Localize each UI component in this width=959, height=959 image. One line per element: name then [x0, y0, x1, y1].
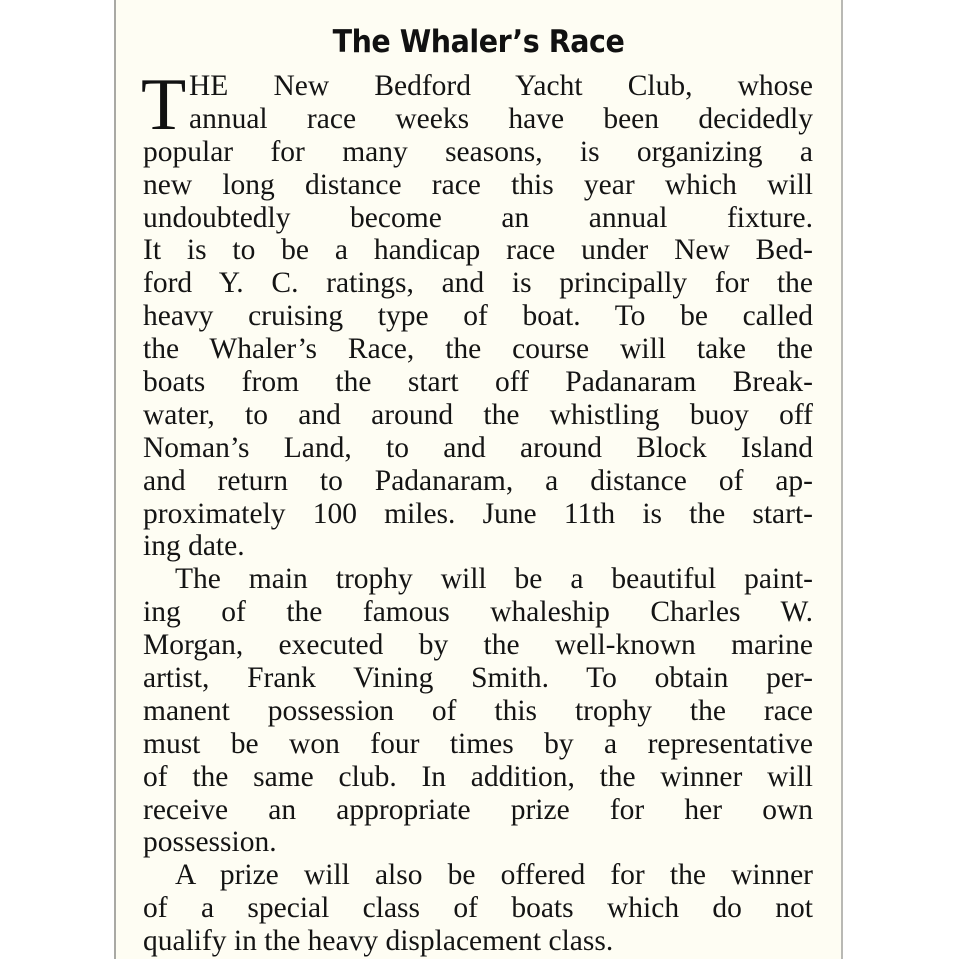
text-line: qualify in the heavy displacement class.	[143, 925, 614, 958]
article-body	[141, 64, 813, 958]
text-line: manent possession of this trophy the race	[143, 694, 813, 727]
text-line: Noman’s Land, to and around Block Island	[143, 431, 813, 464]
text-line: possession.	[143, 826, 277, 859]
text-line: and return to Padanaram, a distance of ap-	[143, 464, 813, 497]
text-line: artist, Frank Vining Smith. To obtain per-	[143, 662, 813, 695]
paragraph-3	[143, 859, 813, 958]
text-line: must be won four times by a representative	[143, 727, 813, 760]
text-line: proximately 100 miles. June 11th is the start-	[143, 497, 813, 530]
text-line: the Whaler’s Race, the course will take the	[143, 333, 813, 366]
article-title: The Whaler’s Race	[332, 24, 625, 60]
text-line: ing date.	[143, 530, 245, 563]
paragraph-2	[143, 563, 813, 859]
text-line: of a special class of boats which do not	[143, 892, 813, 925]
text-line: water, to and around the whistling buoy off	[143, 398, 813, 431]
text-line: The main trophy will be a beautiful paint-	[175, 563, 813, 596]
text-line: It is to be a handicap race under New Bed-	[143, 234, 813, 267]
text-line: annual race weeks have been decidedly	[189, 102, 813, 135]
text-line: ing of the famous whaleship Charles W.	[143, 596, 813, 629]
text-line: undoubtedly become an annual fixture.	[143, 201, 813, 234]
text-line: A prize will also be offered for the winner	[175, 859, 813, 892]
text-line: heavy cruising type of boat. To be called	[143, 300, 813, 333]
text-line: Morgan, executed by the well-known marine	[143, 629, 813, 662]
text-line: HE New Bedford Yacht Club, whose	[189, 70, 813, 102]
document-page	[114, 0, 843, 959]
text-line: boats from the start off Padanaram Break-	[143, 366, 813, 399]
text-line: new long distance race this year which will	[143, 168, 813, 201]
text-line: of the same club. In addition, the winner will	[143, 760, 813, 793]
paragraph-1	[141, 64, 813, 563]
text-line: popular for many seasons, is organizing a	[143, 135, 813, 168]
text-line: ford Y. C. ratings, and is principally for the	[143, 267, 813, 300]
text-line: receive an appropriate prize for her own	[143, 793, 813, 826]
drop-cap: T	[141, 64, 187, 146]
